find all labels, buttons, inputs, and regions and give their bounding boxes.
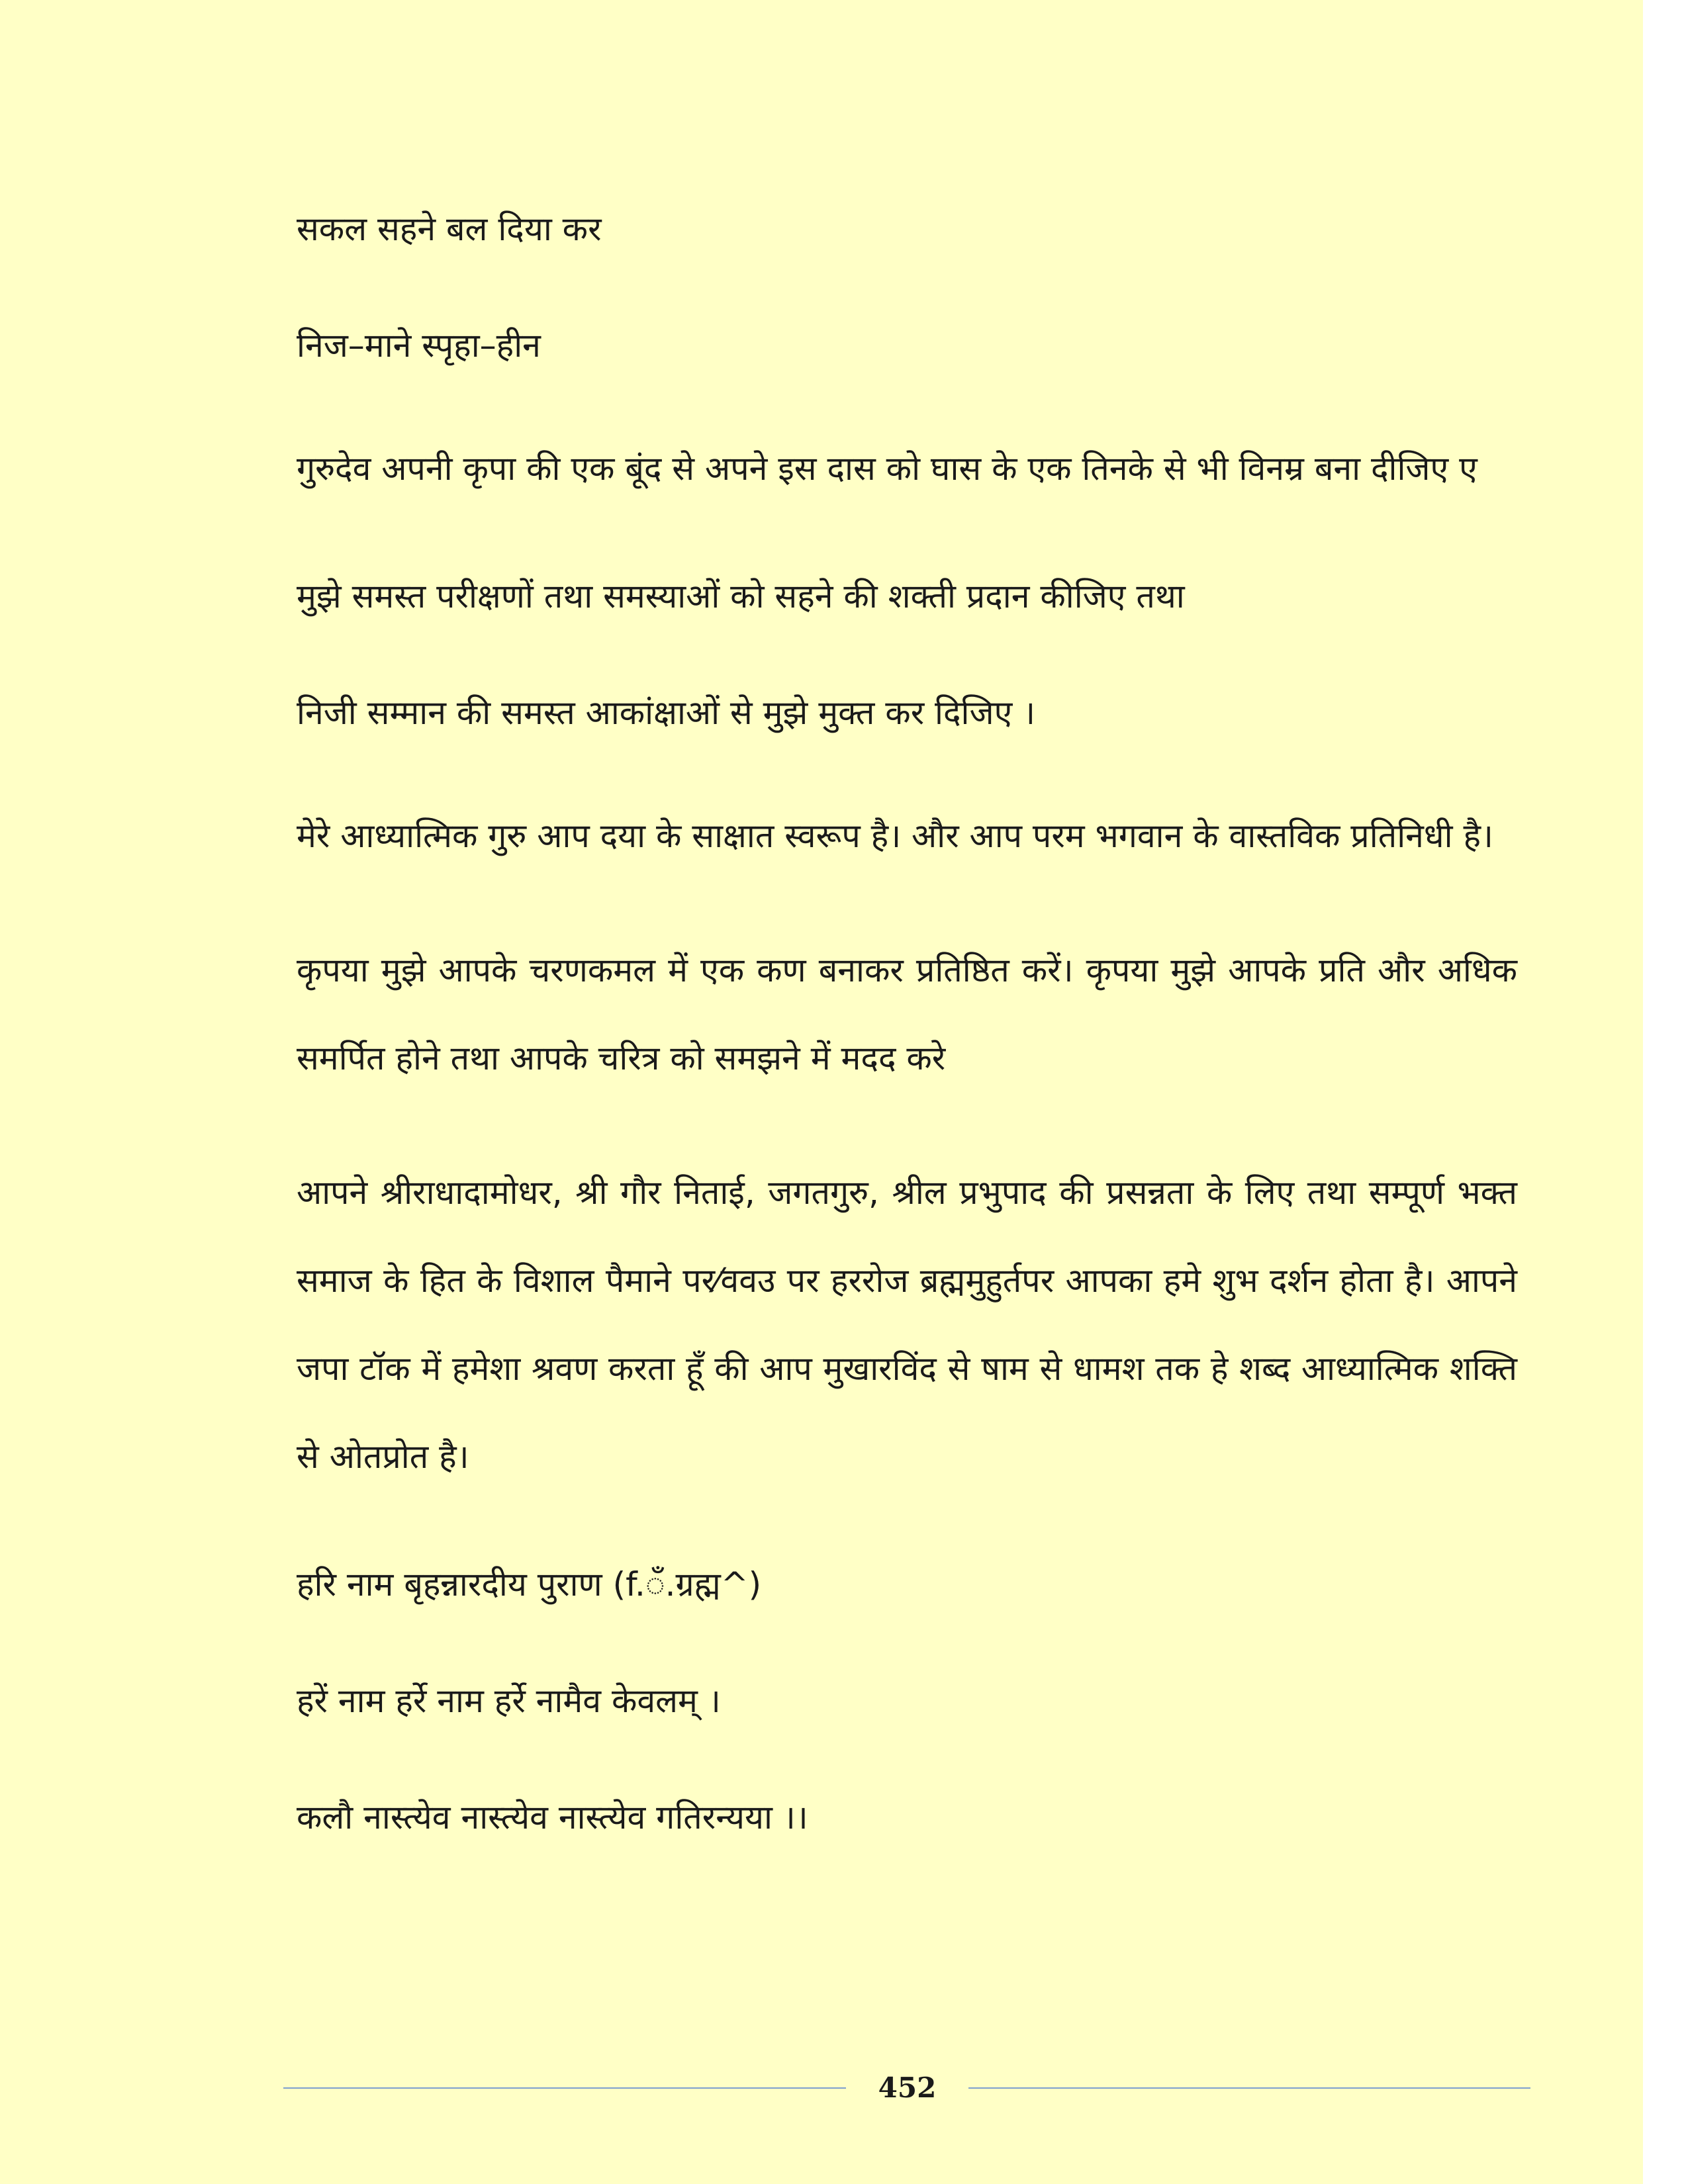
footer-rule-right — [968, 2087, 1530, 2089]
prayer-paragraph-3: निजी सम्मान की समस्त आकांक्षाओं से मुझे मुक्त कर दिजिए । — [297, 694, 1036, 732]
verse-line-1: सकल सहने बल दिया कर — [297, 210, 602, 248]
document-body — [297, 192, 1517, 1897]
prayer-paragraph-4: मेरे आध्यात्मिक गुरु आप दया के साक्षात स्वरूप है। और आप परम भगवान के वास्तविक प्रतिनिधी है। — [297, 817, 1493, 855]
page-footer — [283, 2065, 1530, 2111]
scripture-reference: हरि नाम बृहन्नारदीय पुराण (f.ँ.ग्रह्म^) — [297, 1565, 762, 1604]
footer-rule-left — [283, 2087, 846, 2089]
prayer-paragraph-6: आपने श्रीराधादामोधर, श्री गौर निताई, जगतगुरु, श्रील प्रभुपाद की प्रसन्नता के लिए तथा सम्पूर्ण भक्त समाज के हित के विशाल पैमाने पर⁄ववउ पर हररोज ब्रह्ममुहुर्तपर आपका हमे शुभ दर्शन होता है। आपने जपा टॉक में हमेशा श्रवण करता हूँ की आप मुखारविंद से षाम से धामश तक हे शब्द आध्यात्मिक शक्ति से ओतप्रोत है। — [297, 1173, 1517, 1476]
verse-line-2: निज–माने स्पृहा–हीन — [297, 326, 541, 365]
mantra-line-1: हरें नाम हर्रे नाम हर्रे नामैव केवलम् । — [297, 1682, 721, 1720]
prayer-paragraph-5: कृपया मुझे आपके चरणकमल में एक कण बनाकर प्रतिष्ठित करें। कृपया मुझे आपके प्रति और अधिक समर्पित होने तथा आपके चरित्र को समझने में मदद करे — [297, 951, 1517, 1077]
mantra-line-2: कलौ नास्त्येव नास्त्येव नास्त्येव गतिरन्यया ।। — [297, 1798, 808, 1837]
prayer-paragraph-2: मुझे समस्त परीक्षणों तथा समस्याओं को सहने की शक्ती प्रदान कीजिए तथा — [297, 577, 1185, 615]
prayer-paragraph-1: गुरुदेव अपनी कृपा की एक बूंद से अपने इस दास को घास के एक तिनके से भी विनम्र बना दीजिए ए — [297, 449, 1477, 488]
page-number: 452 — [878, 2071, 937, 2104]
